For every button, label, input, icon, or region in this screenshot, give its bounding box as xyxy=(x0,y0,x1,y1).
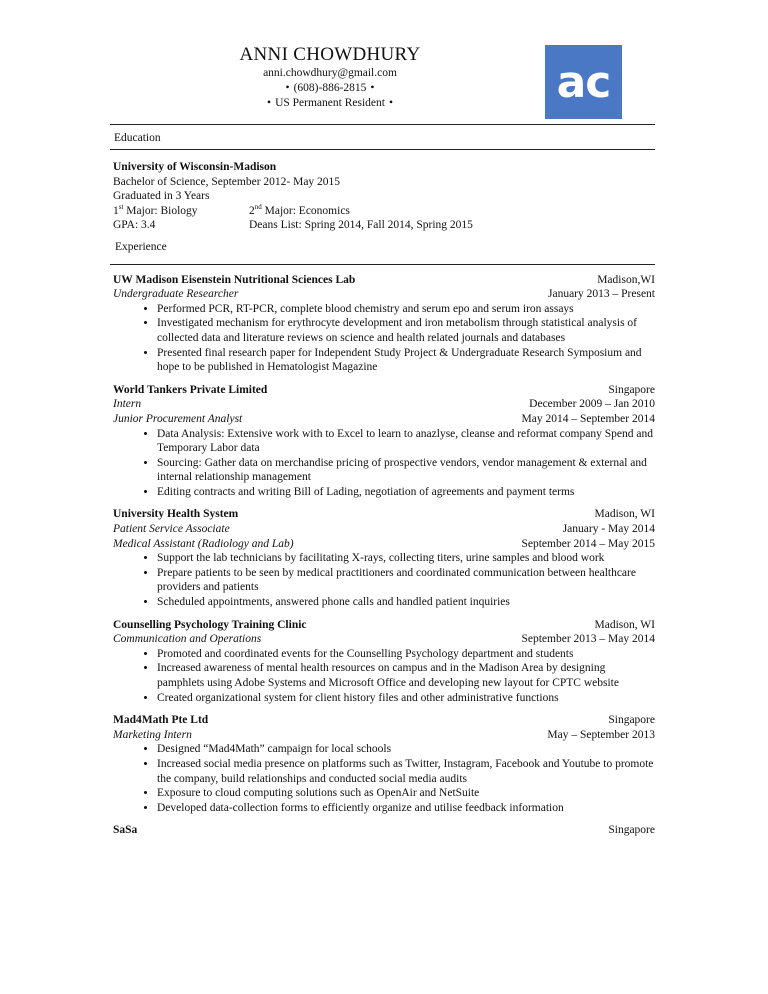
monogram-logo: ac xyxy=(545,45,622,119)
role-dates: September 2014 – May 2015 xyxy=(521,537,655,550)
email-address: anni.chowdhury@gmail.com xyxy=(263,67,397,79)
role-title: Patient Service Associate xyxy=(113,523,230,536)
bullet-icon xyxy=(366,82,378,94)
experience-list xyxy=(113,273,655,838)
resume-body xyxy=(113,160,655,838)
role-title: Intern xyxy=(113,398,142,411)
organization-name: UW Madison Eisenstein Nutritional Sciences Lab xyxy=(113,273,356,286)
graduation-note: Graduated in 3 Years xyxy=(113,190,210,203)
education-block xyxy=(113,160,655,233)
residency-status: US Permanent Resident xyxy=(275,97,385,109)
bullet-point: • Promoted and coordinated events for the Counselling Psychology department and students xyxy=(157,647,655,662)
location: Singapore xyxy=(608,383,655,396)
resume-header xyxy=(150,44,510,111)
majors-row xyxy=(113,204,655,219)
divider xyxy=(110,264,655,265)
organization-name: Counselling Psychology Training Clinic xyxy=(113,618,307,631)
gpa-row xyxy=(113,218,655,233)
bullet-point: • Editing contracts and writing Bill of Lading, negotiation of agreements and payment terms xyxy=(157,485,655,500)
experience-entry xyxy=(113,507,655,609)
phone-line xyxy=(150,81,510,96)
bullet-point: • Created organizational system for client history files and other administrative functions xyxy=(157,691,655,706)
bullet-point: • Scheduled appointments, answered phone calls and handled patient inquiries xyxy=(157,595,655,610)
location: Madison, WI xyxy=(594,508,655,521)
degree: Bachelor of Science, September 2012- May 2015 xyxy=(113,175,341,188)
first-major-suffix: st xyxy=(118,202,124,211)
role-dates: May – September 2013 xyxy=(547,728,655,741)
bullet-point: • Sourcing: Gather data on merchandise pricing of prospective vendors, vendor management & external and internal relationship management xyxy=(157,456,655,485)
entry-header xyxy=(113,273,655,288)
bullet-point: • Designed “Mad4Math” campaign for local schools xyxy=(157,742,655,757)
experience-entry xyxy=(113,713,655,815)
role-dates: January 2013 – Present xyxy=(548,288,655,301)
role-row xyxy=(113,287,655,302)
role-title: Undergraduate Researcher xyxy=(113,288,239,301)
organization-name: Mad4Math Pte Ltd xyxy=(113,714,209,727)
role-row xyxy=(113,397,655,412)
bullet-point: • Increased awareness of mental health resources on campus and in the Madison Area by designing pamphlets using Adobe Systems and Microsoft Office and developing new layout for CPTC website xyxy=(157,661,655,690)
divider xyxy=(110,149,655,150)
bullet-point: • Support the lab technicians by facilitating X-rays, collecting titers, urine samples and blood work xyxy=(157,551,655,566)
role-row xyxy=(113,728,655,743)
role-title: Marketing Intern xyxy=(113,728,192,741)
role-row xyxy=(113,537,655,552)
section-title-education: Education xyxy=(114,132,161,144)
second-major-text: Major: Economics xyxy=(261,204,350,217)
bullet-list xyxy=(113,742,655,815)
bullet-icon xyxy=(385,97,397,109)
entry-header xyxy=(113,713,655,728)
entry-header xyxy=(113,618,655,633)
location: Madison,WI xyxy=(597,273,655,286)
school-name: University of Wisconsin-Madison xyxy=(113,161,277,173)
gpa: GPA: 3.4 xyxy=(113,219,156,232)
section-title-experience: Experience xyxy=(115,240,167,253)
candidate-name: ANNI CHOWDHURY xyxy=(239,44,421,65)
bullet-point: • Presented final research paper for Independent Study Project & Undergraduate Research Symposium and hope to be published in Hematologist Magazine xyxy=(157,346,655,375)
divider xyxy=(110,124,655,125)
role-title: Communication and Operations xyxy=(113,633,262,646)
role-row xyxy=(113,412,655,427)
bullet-list xyxy=(113,427,655,500)
role-dates: December 2009 – Jan 2010 xyxy=(529,398,655,411)
role-row xyxy=(113,522,655,537)
bullet-point: • Performed PCR, RT-PCR, complete blood chemistry and serum epo and serum iron assays xyxy=(157,302,655,317)
first-major-text: Major: Biology xyxy=(123,204,198,217)
deans-list: Deans List: Spring 2014, Fall 2014, Spring 2015 xyxy=(249,219,473,232)
entry-header xyxy=(113,507,655,522)
role-dates: May 2014 – September 2014 xyxy=(521,412,655,425)
bullet-list xyxy=(113,302,655,375)
role-title: Junior Procurement Analyst xyxy=(113,412,243,425)
bullet-point: • Exposure to cloud computing solutions such as OpenAir and NetSuite xyxy=(157,786,655,801)
location: Singapore xyxy=(608,714,655,727)
bullet-point: • Increased social media presence on platforms such as Twitter, Instagram, Facebook and Youtube to promote the company, build relationships and conducted social media audits xyxy=(157,757,655,786)
bullet-list xyxy=(113,647,655,705)
bullet-point: • Developed data-collection forms to efficiently organize and utilise feedback information xyxy=(157,801,655,816)
bullet-point: • Investigated mechanism for erythrocyte development and iron metabolism through statistical analysis of collected data and literature reviews on science and health related journals and databases xyxy=(157,316,655,345)
experience-entry xyxy=(113,273,655,375)
experience-entry xyxy=(113,383,655,500)
bullet-point: • Data Analysis: Extensive work with to Excel to learn to anazlyse, cleanse and reformat company Spend and Temporary Labor data xyxy=(157,427,655,456)
role-row xyxy=(113,632,655,647)
role-dates: January - May 2014 xyxy=(562,523,655,536)
first-major-number: 1 xyxy=(113,204,119,217)
phone-number: (608)-886-2815 xyxy=(293,82,367,94)
organization-name: World Tankers Private Limited xyxy=(113,383,268,396)
second-major xyxy=(249,204,350,219)
bullet-icon xyxy=(282,82,294,94)
organization-name: University Health System xyxy=(113,508,239,521)
entry-header xyxy=(113,383,655,398)
bullet-icon xyxy=(263,97,275,109)
location: Madison, WI xyxy=(594,618,655,631)
first-major xyxy=(113,204,249,219)
role-title: Medical Assistant (Radiology and Lab) xyxy=(113,537,294,550)
second-major-suffix: nd xyxy=(254,202,262,211)
status-line xyxy=(150,96,510,111)
organization-name: SaSa xyxy=(113,824,138,837)
entry-header xyxy=(113,823,655,838)
bullet-point: • Prepare patients to be seen by medical practitioners and coordinated communication between healthcare providers and patients xyxy=(157,566,655,595)
role-dates: September 2013 – May 2014 xyxy=(521,633,655,646)
bullet-list xyxy=(113,551,655,609)
second-major-number: 2 xyxy=(249,204,255,217)
experience-entry xyxy=(113,618,655,706)
experience-entry xyxy=(113,823,655,838)
location: Singapore xyxy=(608,824,655,837)
